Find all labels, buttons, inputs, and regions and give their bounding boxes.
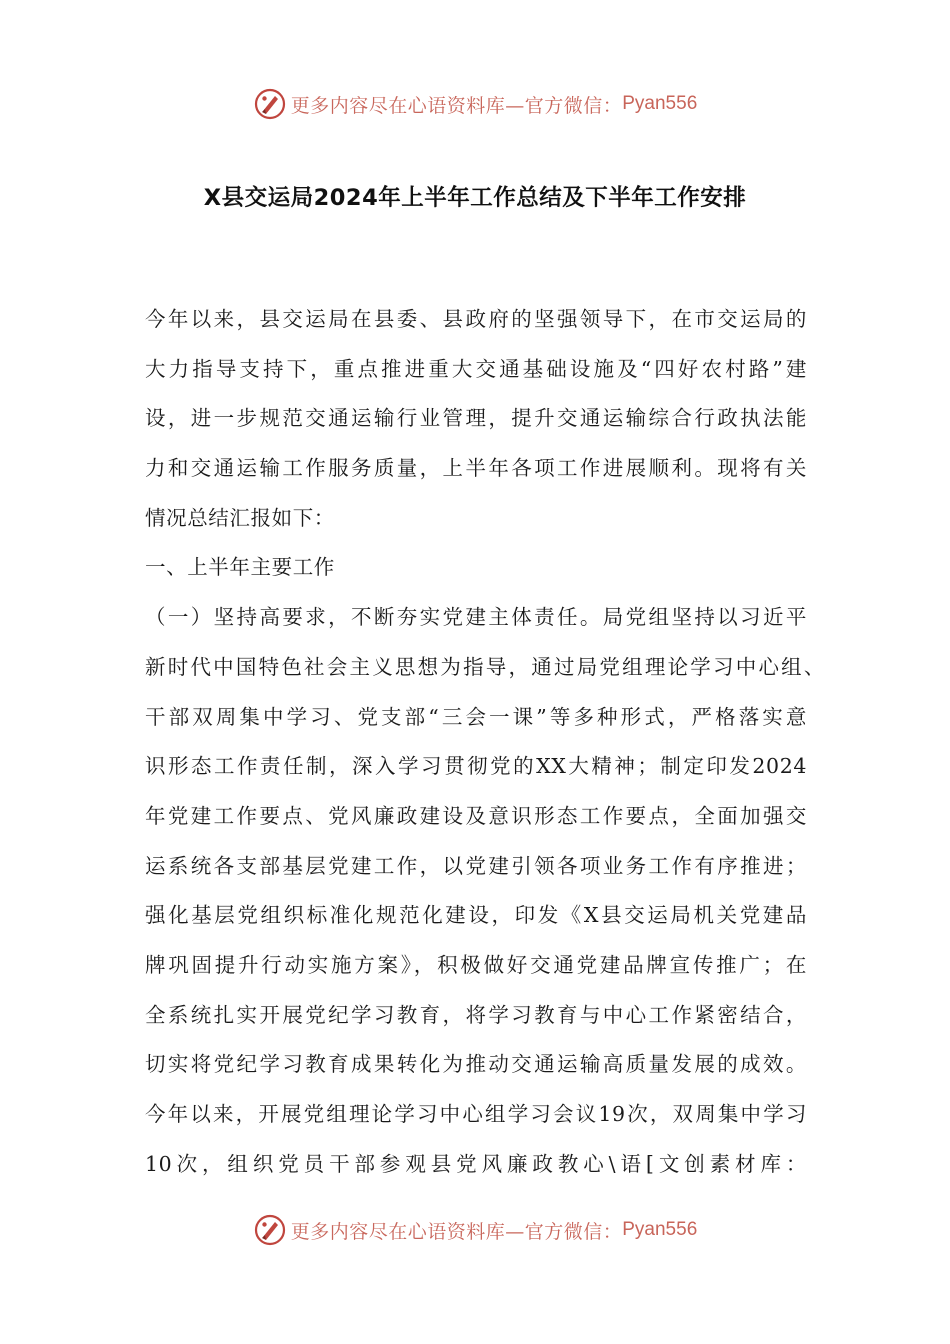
watermark-wechat-id: Pyan556 bbox=[622, 93, 698, 114]
watermark-text: 更多内容尽在心语资料库—官方微信： bbox=[290, 94, 623, 117]
body-line: 今年以来，开展党组理论学习中心组学习会议19次，双周集中学习 bbox=[145, 1102, 807, 1126]
body-line: 今年以来，县交运局在县委、县政府的坚强领导下，在市交运局的 bbox=[145, 307, 807, 331]
body-line: 识形态工作责任制，深入学习贯彻党的XX大精神；制定印发2024 bbox=[145, 754, 807, 779]
body-line: 切实将党纪学习教育成果转化为推动交通运输高质量发展的成效。 bbox=[145, 1052, 807, 1077]
body-line: 设，进一步规范交通运输行业管理，提升交通运输综合行政执法能 bbox=[145, 406, 807, 431]
body-line: （一）坚持高要求，不断夯实党建主体责任。局党组坚持以习近平 bbox=[145, 605, 807, 630]
pen-logo-icon bbox=[253, 1213, 287, 1247]
header-watermark bbox=[0, 86, 950, 122]
body-line: 年党建工作要点、党风廉政建设及意识形态工作要点，全面加强交 bbox=[145, 803, 807, 828]
document-body bbox=[145, 295, 825, 1189]
watermark-wechat-id: Pyan556 bbox=[622, 1219, 698, 1240]
body-line: 新时代中国特色社会主义思想为指导，通过局党组理论学习中心组、 bbox=[145, 654, 825, 679]
document-title: X县交运局2024年上半年工作总结及下半年工作安排 bbox=[203, 185, 747, 211]
body-line: 干部双周集中学习、党支部“三会一课”等多种形式，严格落实意 bbox=[145, 704, 807, 729]
body-line: 运系统各支部基层党建工作，以党建引领各项业务工作有序推进； bbox=[145, 853, 807, 878]
body-line: 强化基层党组织标准化规范化建设，印发《X县交运局机关党建品 bbox=[145, 903, 807, 928]
body-line: 牌巩固提升行动实施方案》，积极做好交通党建品牌宣传推广；在 bbox=[145, 952, 807, 977]
section-heading: 一、上半年主要工作 bbox=[145, 555, 335, 580]
body-line: 全系统扎实开展党纪学习教育，将学习教育与中心工作紧密结合， bbox=[145, 1002, 807, 1027]
body-line: 力和交通运输工作服务质量，上半年各项工作进展顺利。现将有关 bbox=[145, 456, 807, 481]
footer-watermark bbox=[0, 1212, 950, 1248]
body-line: 10次，组织党员干部参观县党风廉政教心\语[文创素材库： bbox=[145, 1151, 807, 1176]
body-line: 情况总结汇报如下： bbox=[145, 505, 335, 530]
pen-logo-icon bbox=[253, 87, 287, 121]
body-line: 大力指导支持下，重点推进重大交通基础设施及“四好农村路”建 bbox=[145, 356, 807, 381]
watermark-text: 更多内容尽在心语资料库—官方微信： bbox=[290, 1220, 623, 1243]
